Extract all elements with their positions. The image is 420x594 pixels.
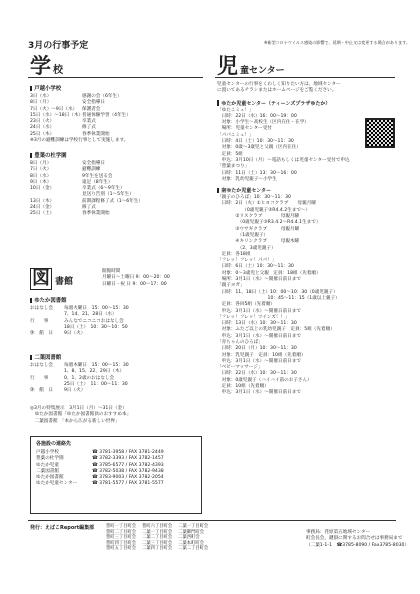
event-line: 日時：2日（火）①ヒヨコクラブ 母親月曜 bbox=[217, 201, 316, 207]
footer-col bbox=[142, 524, 172, 552]
intro-line: 児童センターの行事をくわしく知りたい方は、地域センター bbox=[217, 82, 341, 87]
footer-col bbox=[178, 524, 208, 552]
schedule-row bbox=[30, 388, 200, 394]
event-line: 日時：22日（水）16：00～19：00 bbox=[217, 113, 297, 119]
event-line: 「親子ヨガ」 bbox=[217, 283, 245, 289]
event-line: 日時：6日（土）10：30～11：30 bbox=[217, 264, 294, 270]
row-date: 8日（月） bbox=[30, 100, 52, 106]
footer-town: 豊町六丁目町会 bbox=[142, 524, 173, 529]
event-line: 対象：0歳児親子（ハイハイ前のお子さん） bbox=[217, 377, 312, 383]
intro-line: に置いてあるチラシまたはホームページをご覧ください。 bbox=[217, 88, 337, 94]
row-text: 毎週木曜日 15：00～15：30 bbox=[64, 363, 129, 368]
row-date: ゆたか児童センター bbox=[36, 481, 78, 487]
row-date: 8日（水） bbox=[30, 173, 52, 179]
row-date: 24日（水） bbox=[30, 125, 55, 131]
row-date: 休 館 日 bbox=[30, 388, 53, 394]
issuer: 発行：えばこReport編集部 bbox=[30, 525, 95, 531]
event-line: （1歳児親子） bbox=[217, 232, 269, 238]
office-line: （二葉1-1-1 ☎3785-8090 / Fax3785-8030） bbox=[306, 542, 410, 548]
event-line: 対象：乳幼児親子～小学生 bbox=[217, 176, 277, 182]
event-line: 定員：5組 bbox=[217, 151, 243, 157]
row-date: 7日（火）～9日（水） bbox=[30, 106, 78, 112]
row-text: 卒業式（6～9年生） bbox=[82, 186, 125, 192]
row-text: 普通体験学習（4年生） bbox=[82, 112, 131, 118]
note-line: ◎3月の特集展示 3月1日（月）～31日（金） bbox=[30, 406, 127, 411]
row-text: 春季休業開始 bbox=[82, 131, 110, 137]
event-line: 「フレッ！フレッ！ツインズ！！」 bbox=[217, 314, 290, 320]
event-line: 「フレッ！フレッ！パパ！」 bbox=[217, 258, 277, 264]
row-text: 修了式 bbox=[82, 205, 96, 211]
footer-town: 豊町五丁目町会 bbox=[106, 546, 137, 552]
footer-town: 豊町三丁目町会 bbox=[106, 535, 137, 541]
el-school-title: 戸越小学校 bbox=[30, 84, 200, 92]
kodomo-heading bbox=[217, 50, 285, 80]
qr-code bbox=[365, 118, 395, 148]
library-notes bbox=[30, 406, 200, 425]
event-line: 「豊葉まつり」 bbox=[217, 164, 250, 170]
row-date: 25日（土） bbox=[30, 211, 55, 217]
toshi-title: ゆたか図書館 bbox=[30, 296, 200, 304]
row-text: 18日（土） 10：30～10：50 bbox=[64, 324, 128, 330]
event-line: 日時：11日（土）13：30～16：00 bbox=[217, 170, 297, 176]
event-line: 申込：3月10日（月）～電話もしくは児童センター受付で申込 bbox=[217, 157, 350, 163]
contacts-box bbox=[30, 436, 202, 514]
schedule-row bbox=[36, 481, 196, 487]
school-small-label: 校 bbox=[53, 65, 63, 76]
library-hours bbox=[102, 269, 202, 288]
school-big-label: 学 bbox=[30, 54, 51, 78]
row-date: ゆたか児童 bbox=[36, 462, 59, 468]
row-date: おはなし会 bbox=[30, 363, 53, 368]
footer-town: 二葉三丁目町会 bbox=[142, 540, 173, 546]
row-date: 二葉図書館 bbox=[36, 468, 59, 474]
office-line: 町会長会、鍵掛に関するお問合せは事務局まで bbox=[306, 536, 403, 542]
footer-town: 二葉二丁目町会 bbox=[178, 546, 209, 552]
event-line: 「ベビーマッサージ」 bbox=[217, 365, 263, 371]
footer-town: 二葉御門町会 bbox=[178, 529, 204, 535]
row-date: 9日（木） bbox=[30, 179, 52, 185]
hours-line: 日曜日・祝 日 9：00～17：00 bbox=[102, 281, 167, 287]
row-text: 9日（火） bbox=[64, 388, 86, 394]
footer-col bbox=[106, 524, 136, 552]
row-text: ☎ 3785-6577 / FAX 3782-4393 bbox=[92, 462, 164, 468]
event-line: ③ウサギクラブ 母親月曜 bbox=[217, 226, 300, 232]
schedule-row bbox=[30, 211, 200, 217]
row-date: 行 事 bbox=[30, 375, 49, 381]
event-line: 対象：乳児親子 定員：10組（先着順） bbox=[217, 352, 306, 358]
jr-school-title: 豊葉の杜学園 bbox=[30, 151, 200, 159]
row-text: 9年生を送る会 bbox=[82, 173, 113, 179]
footer-town: 二葉四丁目町会 bbox=[142, 546, 173, 552]
event-line: 場所：3月1日（水）～開催日前日まで bbox=[217, 277, 301, 283]
event-line: 10：45～11：15（1歳以上親子） bbox=[217, 295, 340, 301]
row-text: 7、14、21、28日（水） bbox=[64, 312, 117, 318]
row-text: 春季休業開始 bbox=[82, 211, 110, 217]
nz-title: 南ゆたか児童センター bbox=[217, 187, 397, 194]
row-date: 豊葉の杜学園 bbox=[36, 456, 64, 462]
footer-town: 二葉二丁目町会 bbox=[142, 535, 173, 541]
footer-rule bbox=[28, 520, 396, 521]
row-date: ※3月の避難訓練は学校行事として実施します。 bbox=[30, 138, 129, 144]
event-line: 場所：児童センター受付 bbox=[217, 126, 272, 132]
nini-section bbox=[30, 353, 200, 394]
row-text: 安全指導日 bbox=[82, 100, 105, 106]
row-text: 0、1、2歳のおはなし会 bbox=[64, 375, 115, 381]
row-text: 安全指導日 bbox=[82, 161, 105, 166]
event-line: 申込：3月1日（水）～開催日前日まで bbox=[217, 308, 301, 314]
event-line: 「赤ちゃんのひろば」 bbox=[217, 339, 263, 345]
jr-school-section bbox=[30, 151, 200, 218]
row-date: 行 事 bbox=[30, 318, 49, 324]
notice: ※新型コロナウイルス感染の影響で、延期・中止又は変更する場合があります。 bbox=[263, 40, 410, 45]
row-text: 9日（火） bbox=[64, 331, 86, 337]
yutaka-title: ゆたか児童センター（ティーンズプラザゆたか） bbox=[217, 100, 397, 107]
row-text: 避難訓練 bbox=[82, 167, 101, 173]
event-line: （0歳児親子③R4.4.2生まで～） bbox=[217, 207, 311, 213]
row-date: 7日（火） bbox=[30, 167, 52, 173]
month-title: 3月の行事予定 bbox=[28, 41, 89, 51]
row-text: ☎ 3781-5577 / FAX 3781-5577 bbox=[92, 481, 164, 487]
event-line: 申込：3月1日（水）～開催日前日まで bbox=[217, 358, 301, 364]
library-heading bbox=[30, 268, 73, 290]
event-line: 定員：各18組 bbox=[217, 251, 251, 257]
heading-rule-right bbox=[215, 77, 395, 78]
row-text: 見送り告別（1～5年生） bbox=[82, 192, 134, 198]
row-date: 戸越小学校 bbox=[36, 450, 59, 455]
row-text: ☎ 3781-3958 / FAX 3781-2449 bbox=[92, 450, 164, 455]
event-line: 日時：4日（土）10：30～11：30 bbox=[217, 139, 294, 145]
row-date: 13日（木） bbox=[30, 198, 55, 204]
row-text: ☎ 3782-5038 / FAX 3782-9438 bbox=[92, 468, 164, 474]
row-date: ゆたか図書館 bbox=[36, 475, 64, 481]
schedule-row bbox=[30, 138, 200, 144]
hours-line: 開館時間 bbox=[102, 269, 121, 274]
row-text: 前期課程修了式（1～6年生） bbox=[82, 198, 143, 204]
event-line: 「ゆたこミュ！」 bbox=[217, 107, 254, 113]
row-text: 卒業式 bbox=[82, 119, 96, 125]
row-text: 1、8、15、22、29日（木） bbox=[64, 369, 125, 375]
event-line: 日時：13日（水）10：30～11：30 bbox=[217, 321, 297, 327]
schedule-row bbox=[30, 331, 200, 337]
office-line: 事務局：荏原第五地域センター bbox=[306, 530, 371, 535]
row-date: 休 館 日 bbox=[30, 331, 53, 337]
row-date: おはなし会 bbox=[30, 306, 53, 311]
kodomo-small-label: 童センター bbox=[240, 66, 285, 76]
row-date: 15日（水）～18日（木） bbox=[30, 112, 84, 118]
el-school-section bbox=[30, 84, 200, 144]
footer-town: 豊町四丁目町会 bbox=[106, 540, 137, 546]
footer-town: 二葉本町町会 bbox=[178, 540, 204, 546]
event-line: ④キリンクラブ 母親木曜 bbox=[217, 239, 300, 245]
row-text: ☎ 3783-9003 / FAX 3782-2054 bbox=[92, 475, 164, 481]
event-line: 申込：3月1日（水）～開催日前日まで bbox=[217, 390, 301, 396]
row-text: 毎週火曜日 15：00～15：30 bbox=[64, 306, 129, 311]
row-date: 24日（金） bbox=[30, 205, 55, 211]
event-line: （0歳児親子③R3.4.2～R4.4.1生まで） bbox=[217, 220, 321, 226]
row-date: 25日（木） bbox=[30, 131, 55, 137]
event-line: 定員：各回5組（先着順） bbox=[217, 302, 276, 308]
footer-town: 二葉一丁目町会 bbox=[178, 524, 209, 529]
event-line: 申込：3月1日（水）～開催日前日まで bbox=[217, 333, 301, 339]
event-line: 日時：22日（水）10：30～11：30 bbox=[217, 371, 297, 377]
toshi-section bbox=[30, 296, 200, 337]
row-date: 8日（月） bbox=[30, 161, 52, 166]
event-line: 対象：0～3歳児と父親 定員：18組（先着順） bbox=[217, 270, 321, 276]
event-line: 定員：10組（先着順） bbox=[217, 384, 269, 390]
row-text: 遠足（8年生） bbox=[82, 179, 113, 185]
event-line: 「親子のひろば」10：30～11：30 bbox=[217, 195, 291, 201]
event-line: 対象：小学生～高校生（区内在住・在学） bbox=[217, 120, 309, 126]
library-big-label: 図 bbox=[32, 268, 50, 289]
row-date: 3日（水） bbox=[30, 94, 52, 99]
contacts-title: 各施設の連絡先 bbox=[36, 441, 72, 447]
row-date: 23日（火） bbox=[30, 119, 55, 125]
row-text: みんなでニコニコおはなし会 bbox=[64, 318, 124, 324]
row-text: 保護者会 bbox=[82, 106, 101, 112]
event-line: 対象：ふたご以上の乳幼児親子 定員：5組（先着順） bbox=[217, 327, 335, 333]
footer-town: 二葉西町会 bbox=[178, 535, 200, 541]
note-line: 二葉図書館 「本から広がる新しい世界」 bbox=[30, 418, 120, 424]
row-text: 25日（土） 11：00～11：30 bbox=[64, 381, 128, 387]
footer-town: 豊町二丁目町会 bbox=[106, 529, 137, 535]
note-line: ゆたか図書館「ゆたか図書館員のおすすめ本」 bbox=[30, 412, 132, 418]
footer-town: 豊町一丁目町会 bbox=[106, 524, 137, 529]
event-line: 対象：0歳～3歳児と父親（区内在住） bbox=[217, 145, 301, 151]
heading-rule-left bbox=[28, 77, 203, 78]
event-line: 日時：11、18日（土）10：00～10：30（0歳児親子） bbox=[217, 289, 338, 295]
kodomo-big-label: 児 bbox=[217, 54, 238, 78]
nini-title: 二葉図書館 bbox=[30, 353, 200, 361]
event-line: （2、3歳児親子） bbox=[217, 245, 276, 251]
row-text: ☎ 3782-3393 / FAX 3782-1457 bbox=[92, 456, 164, 462]
event-line: ②リスクラブ 母親月曜 bbox=[217, 214, 300, 220]
event-line: 日時：20日（月）10：30～11：30 bbox=[217, 346, 297, 352]
school-heading bbox=[30, 50, 63, 80]
row-text: 感謝の会（6年生） bbox=[82, 94, 122, 99]
row-date: 10日（金） bbox=[30, 186, 55, 192]
row-text: 修了式 bbox=[82, 125, 96, 131]
event-line: 「パパこミュ！」 bbox=[217, 132, 254, 138]
library-small-label: 書館 bbox=[55, 277, 74, 287]
footer-town: 二葉一丁目町会 bbox=[142, 529, 173, 535]
hours-line: 月曜日～土曜日 9：00～20：00 bbox=[102, 275, 170, 281]
